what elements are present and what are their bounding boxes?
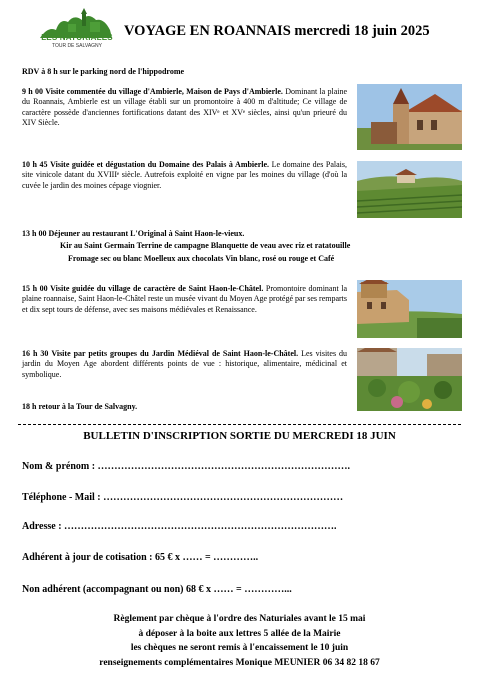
program-time: 16 h 30 bbox=[22, 349, 49, 358]
program-text: Le domaine des Palais, site vinicole datant du XVIIIᵉ siècle. Autrefois exploité en vigne par les moines du village (d'où la cuvée le jardin des moines cépage viognier. bbox=[22, 160, 348, 190]
bulletin-title: BULLETIN D'INSCRIPTION SORTIE DU MERCREDI 18 JUIN bbox=[83, 430, 396, 442]
program-heading: Visite guidée et dégustation du Domaine des Palais à Ambierle. bbox=[50, 160, 270, 169]
field-address[interactable]: Adresse : ………………………………………………………………………. bbox=[22, 521, 337, 532]
footer-line: à déposer à la boite aux lettres 5 allée de la Mairie bbox=[138, 628, 341, 639]
program-time: 18 h bbox=[22, 402, 37, 411]
photo-ambierle-church bbox=[357, 84, 462, 150]
program-item-lunch bbox=[22, 229, 347, 239]
menu-line-1: Kir au Saint Germain Terrine de campagne Blanquette de veau avec riz et ratatouille bbox=[60, 241, 351, 250]
field-non-member-fee[interactable]: Non adhérent (accompagnant ou non) 68 € x …… = …………... bbox=[22, 584, 292, 595]
meeting-point: RDV à 8 h sur le parking nord de l'hippodrome bbox=[22, 67, 185, 76]
program-time: 10 h 45 bbox=[22, 160, 48, 169]
field-phone-email[interactable]: Téléphone - Mail : ……………………………………………………………… bbox=[22, 492, 344, 503]
menu-line-2: Fromage sec ou blanc Moelleux aux chocolats Vin blanc, rosé ou rouge et Café bbox=[68, 254, 335, 263]
program-time: 9 h 00 bbox=[22, 87, 43, 96]
program-item-jardin-medieval bbox=[22, 349, 347, 380]
photo-vineyard bbox=[357, 161, 462, 218]
cut-line-divider bbox=[18, 424, 461, 425]
program-text: Les visites du jardin du Moyen Age abordent différents points de vue : historique, alimentaire, médicinal et symbolique. bbox=[22, 349, 348, 379]
photo-saint-haon-village bbox=[357, 280, 462, 338]
program-item-domaine-des-palais bbox=[22, 160, 347, 191]
program-heading: Visite par petits groupes du Jardin Médiéval de Saint Haon-le-Châtel. bbox=[51, 349, 299, 358]
program-heading: Visite commentée du village d'Ambierle, Maison de Pays d'Ambierle. bbox=[45, 87, 283, 96]
program-time: 13 h 00 bbox=[22, 229, 47, 238]
program-item-return bbox=[22, 402, 347, 412]
page-title: VOYAGE EN ROANNAIS mercredi 18 juin 2025 bbox=[124, 23, 430, 39]
footer-notes bbox=[0, 612, 479, 670]
field-name[interactable]: Nom & prénom : …………………………………………………………………. bbox=[22, 461, 351, 472]
program-heading: Visite guidée du village de caractère de Saint Haon-le-Châtel. bbox=[50, 284, 264, 293]
program-text: Dominant la plaine du Roannais, Ambierle est un village établi sur un promontoire à 400 m d'altitude; Ce village de caractère possède d'anciennes fortifications datant des XIVᵉ et XVᵉ siècles, ainsi qu'un prieuré du XIV Siècle. bbox=[22, 87, 348, 127]
logo-text: LES NATURIALES bbox=[41, 33, 113, 42]
footer-line: les chèques ne seront remis à l'encaissement le 10 juin bbox=[130, 643, 349, 653]
photo-medieval-garden bbox=[357, 348, 462, 411]
program-text: Promontoire dominant la plaine roannaise, Saint Haon-le-Châtel reste un musée vivant du Moyen Age protégé par ses remparts et dix sept tours de défense, avec ses maisons médiévales et Renaissance. bbox=[22, 284, 348, 314]
footer-line: renseignements complémentaires Monique MEUNIER 06 34 82 18 67 bbox=[99, 657, 380, 668]
program-heading: retour à la Tour de Salvagny. bbox=[38, 402, 138, 411]
program-heading: Déjeuner au restaurant L'Original à Saint Haon-le-vieux. bbox=[48, 229, 245, 238]
logo-subtitle: TOUR DE SALVAGNY bbox=[51, 43, 102, 49]
program-item-saint-haon-village bbox=[22, 284, 347, 315]
field-member-fee[interactable]: Adhérent à jour de cotisation : 65 € x …… = ………….. bbox=[22, 552, 259, 563]
program-time: 15 h 00 bbox=[22, 284, 48, 293]
program-item-ambierle bbox=[22, 87, 347, 128]
footer-line: Règlement par chèque à l'ordre des Naturiales avant le 15 mai bbox=[113, 614, 366, 624]
